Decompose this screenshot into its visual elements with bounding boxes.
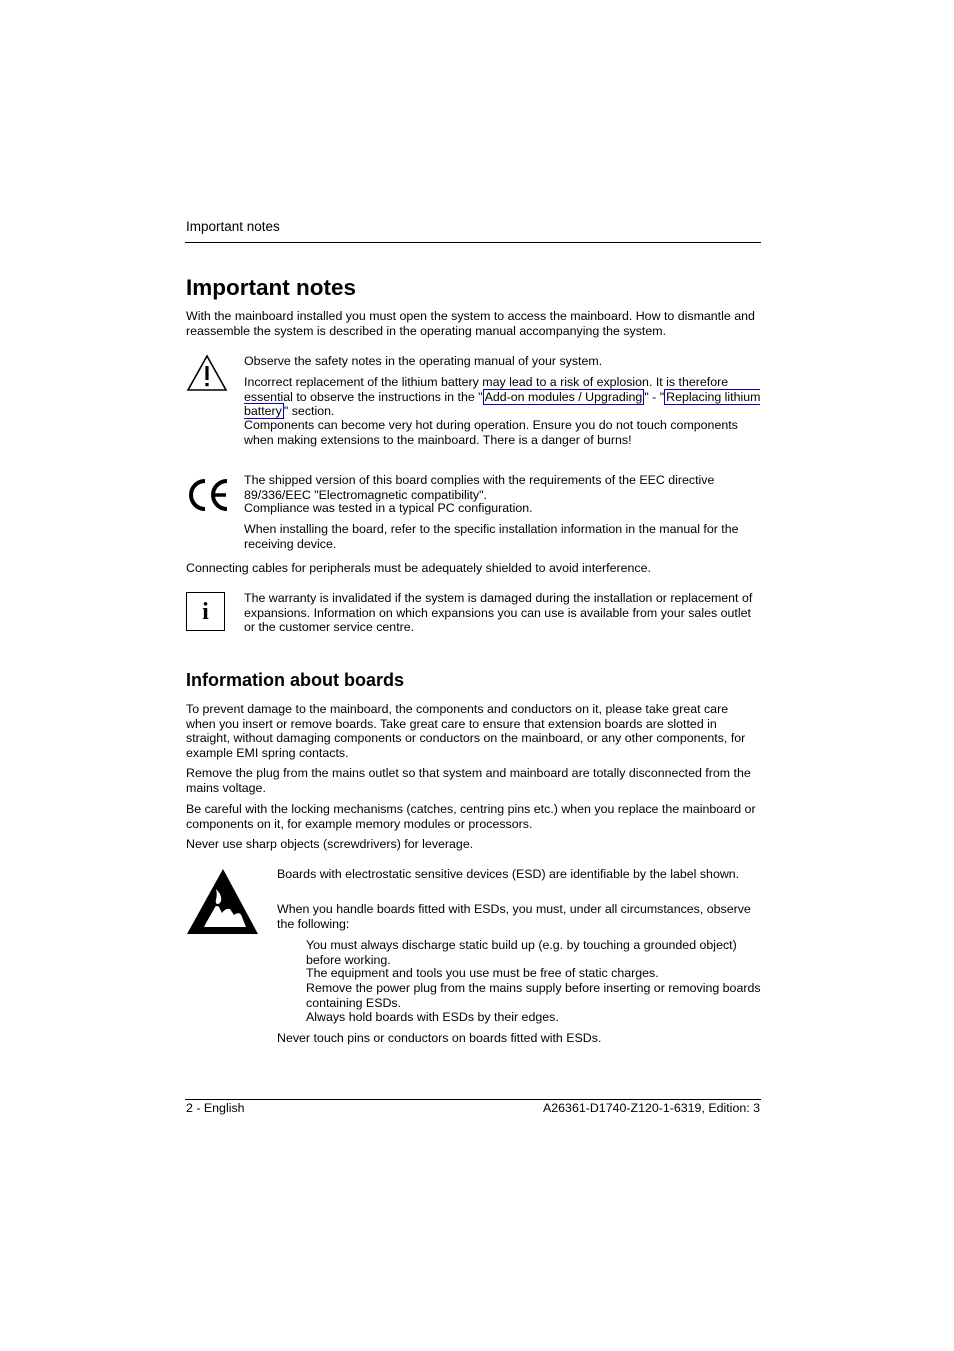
ce-mark-icon (186, 477, 232, 513)
info-icon (186, 592, 225, 631)
footer-document-id: A26361-D1740-Z120-1-6319, Edition: 3 (543, 1101, 760, 1115)
esd-label-paragraph: Boards with electrostatic sensitive devices (ESD) are identifiable by the label shown. (277, 867, 740, 881)
info-icon-glyph: i (202, 599, 209, 625)
ce-tested-paragraph: Compliance was tested in a typical PC configuration. (244, 501, 533, 515)
esd-rule-item: Remove the power plug from the mains supply before inserting or removing boards containing ESDs. (306, 981, 761, 1010)
boards-paragraph-2: Remove the plug from the mains outlet so that system and mainboard are totally disconnected from the mains voltage. (186, 766, 751, 795)
link-add-on-modules[interactable]: Add-on modules / Upgrading (484, 389, 643, 404)
cables-note: Connecting cables for peripherals must be adequately shielded to avoid interference. (186, 561, 651, 575)
intro-paragraph: With the mainboard installed you must open the system to access the mainboard. How to dismantle and reassemble the system is described in the operating manual accompanying the system. (186, 309, 755, 338)
warranty-paragraph: The warranty is invalidated if the system is damaged during the installation or replacement of expansions. Information on which expansions you can use is available from your sales outlet or the customer service centre. (244, 591, 753, 635)
esd-rule-item: You must always discharge static build up (e.g. by touching a grounded object) before working. (306, 938, 737, 967)
warning-battery-text-end: " section. (283, 404, 335, 419)
esd-handling-paragraph: When you handle boards fitted with ESDs, you must, under all circumstances, observe the following: (277, 902, 751, 931)
ce-compliance-paragraph: The shipped version of this board complies with the requirements of the EEC directive 89/336/EEC "Electromagnetic compatibility". (244, 473, 715, 502)
warning-battery-text-mid: " - " (644, 389, 665, 404)
section-title-boards: Information about boards (186, 670, 404, 690)
boards-paragraph-4: Never use sharp objects (screwdrivers) for leverage. (186, 837, 474, 851)
boards-paragraph-3: Be careful with the locking mechanisms (catches, centring pins etc.) when you replace the mainboard or components on it, for example memory modules or processors. (186, 802, 756, 831)
warning-battery-text-start: Incorrect replacement of the lithium battery may lead to a risk of explosion. It is therefore essential to observe the instructions in the " (244, 375, 729, 404)
esd-rule-item: The equipment and tools you use must be free of static charges. (306, 966, 659, 980)
header-rule (185, 242, 761, 243)
link-replacing-lithium-battery[interactable]: Replacing lithium battery (244, 389, 761, 419)
boards-paragraph-1: To prevent damage to the mainboard, the components and conductors on it, please take great care when you insert or remove boards. Take great care to ensure that extension boards are slotted in straight, without damaging components or conductors on the mainboard, or any other components, for example EMI spring contacts. (186, 702, 746, 760)
ce-installation-paragraph: When installing the board, refer to the specific installation information in the manual for the receiving device. (244, 522, 739, 551)
footer-rule (185, 1099, 761, 1100)
page-title: Important notes (186, 275, 357, 300)
warning-burns-paragraph: Components can become very hot during operation. Ensure you do not touch components when making extensions to the mainboard. There is a danger of burns! (244, 418, 738, 447)
esd-pins-paragraph: Never touch pins or conductors on boards fitted with ESDs. (277, 1031, 602, 1045)
running-header: Important notes (186, 219, 280, 234)
esd-rule-item: Always hold boards with ESDs by their edges. (306, 1010, 559, 1024)
footer-page-number: 2 - English (186, 1101, 245, 1115)
esd-warning-icon (186, 867, 259, 935)
warning-triangle-icon (186, 354, 228, 392)
warning-safety-notes: Observe the safety notes in the operating manual of your system. (244, 354, 603, 368)
warning-battery-paragraph (244, 375, 761, 419)
